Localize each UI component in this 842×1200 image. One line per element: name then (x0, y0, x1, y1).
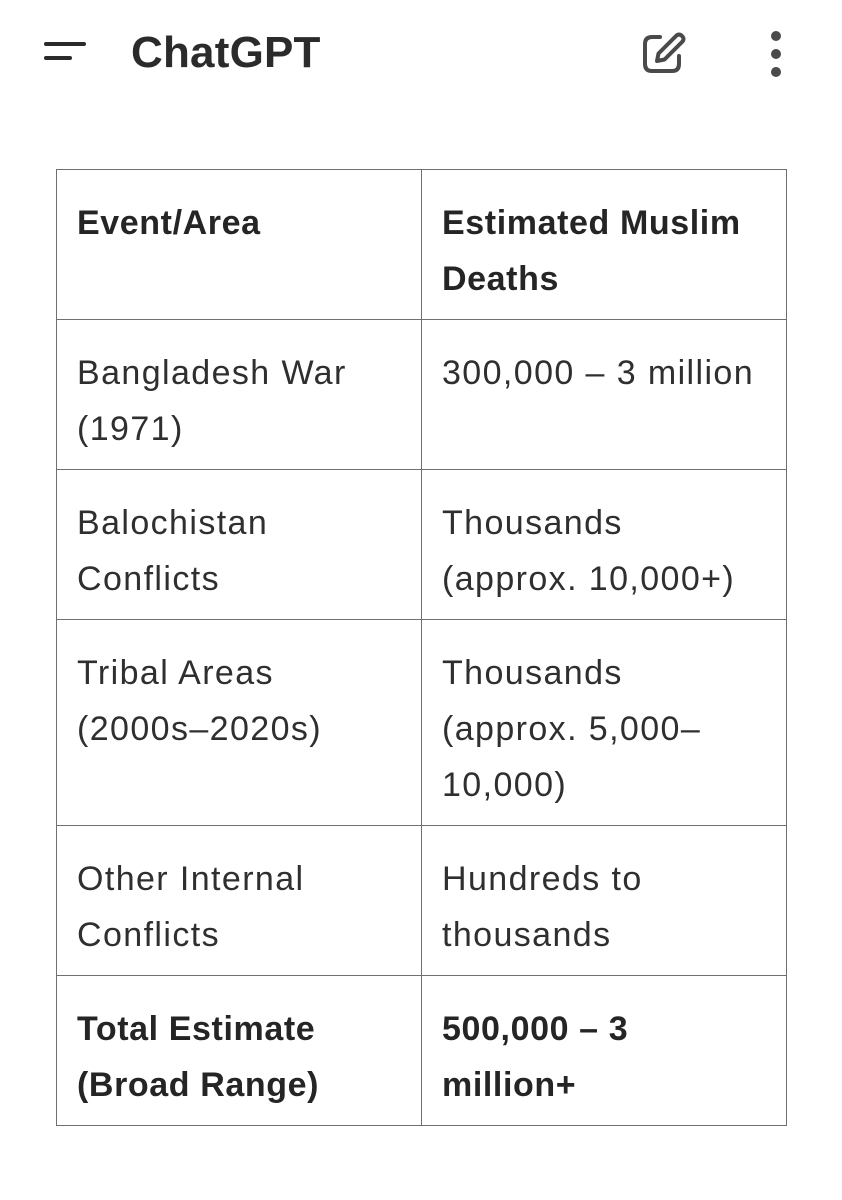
menu-button[interactable] (40, 34, 92, 74)
table-total-row (57, 976, 787, 1126)
more-vertical-icon-dot (771, 49, 781, 59)
cell-total-event: Total Estimate (Broad Range) (57, 976, 422, 1126)
more-options-button[interactable] (760, 28, 794, 80)
column-header-deaths: Estimated Muslim Deaths (422, 170, 787, 320)
column-header-event: Event/Area (57, 170, 422, 320)
menu-icon (44, 42, 86, 46)
cell-deaths: Hundreds to thousands (422, 826, 787, 976)
new-chat-button[interactable] (636, 28, 692, 80)
more-vertical-icon (771, 31, 781, 41)
top-app-bar (0, 0, 842, 110)
cell-total-deaths: 500,000 – 3 million+ (422, 976, 787, 1126)
menu-icon-line (44, 56, 72, 60)
cell-event: Balochistan Conflicts (57, 470, 422, 620)
new-chat-icon (636, 28, 692, 80)
cell-event: Other Internal Conflicts (57, 826, 422, 976)
cell-event: Bangladesh War (1971) (57, 320, 422, 470)
table-row (57, 826, 787, 976)
table-row (57, 320, 787, 470)
more-vertical-icon-dot (771, 67, 781, 77)
table-row (57, 620, 787, 826)
cell-event: Tribal Areas (2000s–2020s) (57, 620, 422, 826)
cell-deaths: Thousands (approx. 5,000–10,000) (422, 620, 787, 826)
app-title: ChatGPT (131, 28, 321, 77)
cell-deaths: Thousands (approx. 10,000+) (422, 470, 787, 620)
table-header-row (57, 170, 787, 320)
table-row (57, 470, 787, 620)
deaths-table (56, 169, 787, 1126)
cell-deaths: 300,000 – 3 million (422, 320, 787, 470)
